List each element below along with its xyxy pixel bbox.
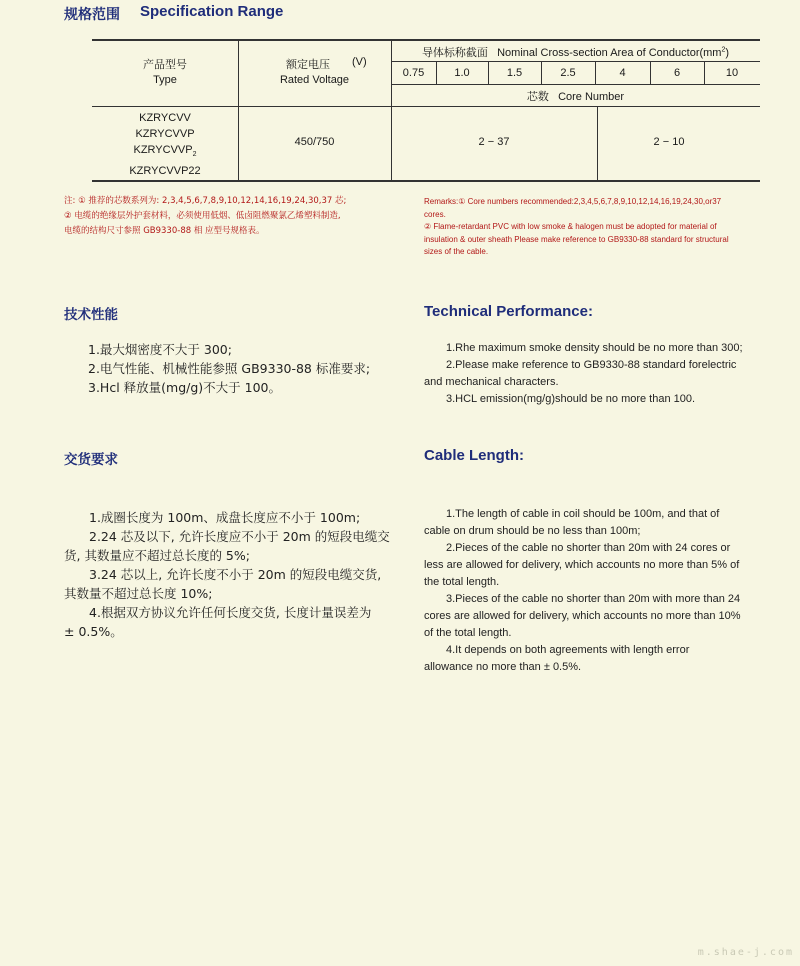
note-line: ② Flame-retardant PVC with low smoke & halogen must be adopted for material of — [424, 222, 717, 231]
tech-item-cn: 3.Hcl 释放量(mg/g)不大于 100。 — [88, 380, 281, 395]
header-area-cn: 导体标称截面 — [421, 46, 488, 59]
note-line: sizes of the cable. — [424, 247, 489, 256]
spec-title-en: Specification Range — [140, 3, 284, 20]
header-voltage-en: Rated Voltage — [279, 74, 350, 86]
tech-item-cn: 2.电气性能、机械性能参照 GB9330-88 标准要求; — [88, 361, 371, 376]
delivery-item-en: cores are allowed for delivery, which accounts no more than 10% — [424, 610, 741, 622]
table-top-border — [92, 39, 760, 41]
type-item-p2: $KZRYCVVP_2$ — [133, 144, 197, 159]
tech-item-en: 1.Rhe maximum smoke density should be no more than 300; — [446, 342, 743, 354]
size-cell: 6 — [673, 67, 681, 79]
tech-list-cn — [88, 340, 408, 397]
type-item: KZRYCVVP22 — [129, 165, 201, 178]
note-line: insulation & outer sheath Please make reference to GB9330-88 standard for structural — [424, 234, 729, 244]
tech-title-en: Technical Performance: — [424, 303, 593, 320]
delivery-item-cn: 4.根据双方协议允许任何长度交货, 长度计量误差为 — [89, 605, 372, 620]
type-list — [100, 110, 230, 179]
delivery-item-en: allowance no more than ± 0.5%. — [424, 661, 582, 673]
voltage-value: 450/750 — [294, 136, 335, 148]
header-area-en: Nominal Cross-section Area of Conductor(mm — [497, 47, 722, 59]
header-type-cn: 产品型号 — [143, 58, 187, 71]
tech-item-cn: 1.最大烟密度不大于 300; — [88, 342, 232, 357]
size-cell: 4 — [619, 67, 626, 79]
note-line: ② 电缆的绝缘层外护套材料，必须使用低烟、低卤阻燃聚氯乙烯塑料制造, — [64, 211, 341, 221]
spec-title-cn: 规格范围 — [64, 7, 120, 23]
table-bottom-border — [92, 180, 760, 182]
tech-list-en — [424, 340, 764, 408]
delivery-list-en — [424, 506, 769, 676]
table-divider-v1 — [238, 39, 239, 181]
header-area — [391, 44, 760, 60]
delivery-item-cn: 1.成圈长度为 100m、成盘长度应不小于 100m; — [89, 510, 361, 525]
delivery-item-en: of the total length. — [424, 627, 512, 639]
delivery-item-cn: 2.24 芯及以下, 允许长度应不小于 20m 的短段电缆交 — [89, 529, 390, 544]
size-cell: 2.5 — [560, 67, 576, 79]
delivery-item-cn: 货, 其数量应不超过总长度的 5%; — [64, 548, 250, 563]
notes-en — [424, 196, 764, 259]
core-en: Core Number — [558, 91, 625, 103]
type-item: KZRYCVVP — [135, 128, 195, 140]
table-divider-h3 — [92, 106, 760, 107]
tech-item-en: and mechanical characters. — [424, 376, 559, 388]
size-cell: 10 — [725, 67, 739, 79]
note-line: 注: ① 推荐的芯数系列为: 2,3,4,5,6,7,8,9,10,12,14,16,19,24,30,37 芯; — [64, 196, 347, 206]
header-type-en: Type — [153, 74, 177, 86]
tech-title-cn: 技术性能 — [64, 307, 118, 323]
type-item: KZRYCVV — [139, 112, 191, 124]
table-divider-h2 — [391, 84, 760, 85]
size-cell: 0.75 — [402, 67, 425, 79]
tech-item-en: 3.HCL emission(mg/g)should be no more than 100. — [446, 393, 696, 405]
header-area-close: ) — [725, 47, 730, 59]
watermark: m.shae-j.com — [697, 947, 794, 958]
delivery-item-en: less are allowed for delivery, which accounts no more than 5% of — [424, 559, 740, 571]
delivery-item-en: 3.Pieces of the cable no shorter than 20m with more than 24 — [446, 593, 741, 605]
note-line: cores. — [424, 209, 446, 219]
core-range-left: 2 − 37 — [478, 136, 510, 148]
header-voltage-unit: (V) — [352, 56, 367, 68]
size-cell: 1.5 — [506, 67, 523, 79]
delivery-title-cn: 交货要求 — [64, 452, 118, 468]
core-number-header — [391, 88, 760, 104]
delivery-item-en: the total length. — [424, 576, 500, 588]
delivery-item-en: 4.It depends on both agreements with length error — [446, 644, 690, 656]
delivery-item-cn: 其数量不超过总长度 10%; — [64, 586, 213, 601]
delivery-item-en: 2.Pieces of the cable no shorter than 20m with 24 cores or — [446, 542, 731, 554]
delivery-item-en: 1.The length of cable in coil should be 100m, and that of — [446, 508, 720, 520]
header-voltage-cn: 额定电压 — [286, 58, 330, 71]
core-cn: 芯数 — [526, 90, 549, 103]
delivery-item-cn: 3.24 芯以上, 允许长度不小于 20m 的短段电缆交货, — [89, 567, 382, 582]
delivery-title-en: Cable Length: — [424, 447, 524, 464]
table-divider-v2 — [391, 39, 392, 181]
note-line: 电缆的结构尺寸参照 GB9330-88 相 应型号规格表。 — [64, 226, 265, 236]
note-line: Remarks:① Core numbers recommended:2,3,4,5,6,7,8,9,10,12,14,16,19,24,30,or37 — [424, 197, 722, 206]
core-range-right: 2 − 10 — [653, 136, 685, 148]
tech-item-en: 2.Please make reference to GB9330-88 standard forelectric — [446, 359, 737, 371]
header-area-sup: 2 — [721, 46, 726, 54]
delivery-item-en: cable on drum should be no less than 100m; — [424, 525, 641, 537]
delivery-list-cn — [64, 508, 404, 641]
notes-cn — [64, 194, 404, 239]
size-cell: 1.0 — [454, 67, 470, 79]
delivery-item-cn: ± 0.5%。 — [64, 624, 123, 639]
